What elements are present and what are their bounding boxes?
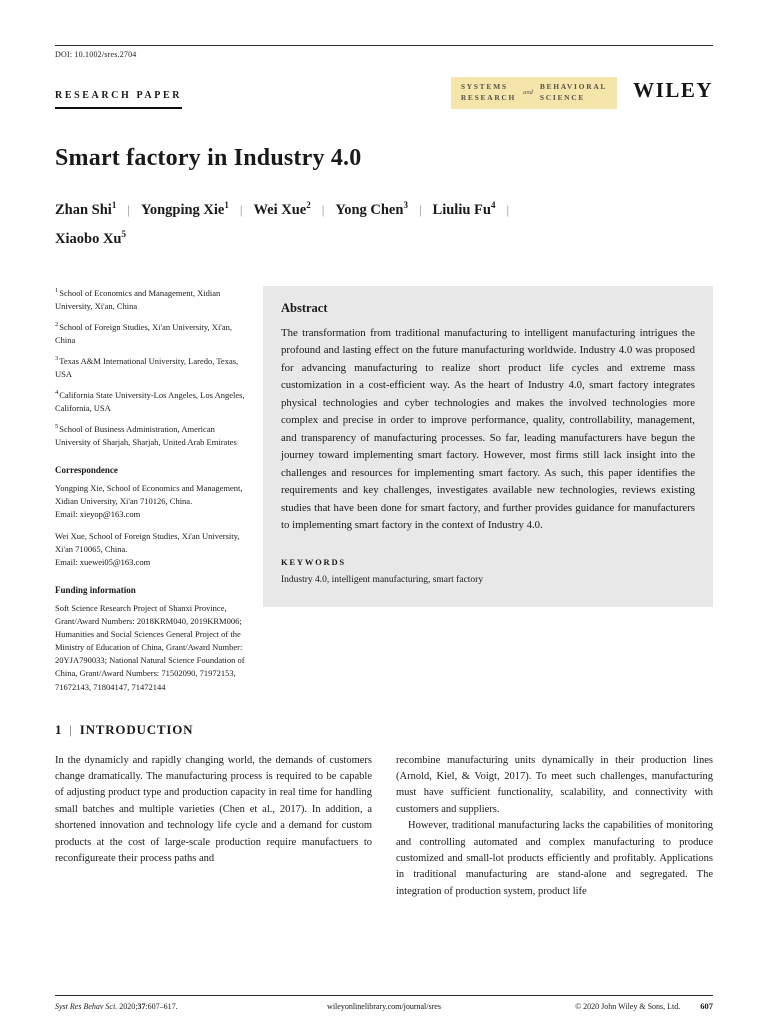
author-superscript: 3 — [403, 199, 408, 210]
intro-paragraph: recombine manufacturing units dynamically in their production lines (Arnold, Kiel, & Voigt, 2017). To meet such challenges, manufacturing must have sufficient functionality, scalability, and connectivity with customers and suppliers. — [396, 754, 713, 815]
affiliation-item: $^4$California State University-Los Angeles, Los Angeles, California, USA — [55, 389, 245, 414]
footer-right — [478, 1001, 713, 1011]
abstract-box — [263, 286, 713, 607]
footer-volume: 37 — [137, 1002, 146, 1011]
section-separator: | — [69, 721, 73, 737]
journal-logo — [451, 77, 617, 109]
author-name: Xiaobo Xu$^5$ — [55, 228, 126, 247]
body-columns — [55, 753, 713, 900]
affiliation-item: $^2$School of Foreign Studies, Xi'an University, Xi'an, China — [55, 320, 232, 345]
header-row — [55, 77, 713, 109]
paper-title: Smart factory in Industry 4.0 — [55, 144, 362, 171]
intro-column-left — [55, 753, 372, 900]
author-separator: | — [506, 201, 510, 217]
author-name: Liuliu Fu$^4$ — [432, 199, 496, 218]
footer-journal-url[interactable]: wileyonlinelibrary.com/journal/sres — [327, 1002, 441, 1011]
journal-logo-word: BEHAVIORAL — [539, 82, 608, 91]
email-link[interactable]: xuewei05@163.com — [79, 557, 151, 568]
page-number: 607 — [700, 1001, 713, 1011]
section-title: INTRODUCTION — [79, 721, 194, 737]
keywords-heading: KEYWORDS — [281, 556, 346, 567]
journal-logo-right — [540, 82, 607, 104]
section-heading — [55, 722, 713, 738]
journal-logo-word: SYSTEMS — [460, 82, 508, 91]
abstract-text: The transformation from traditional manufacturing to intelligent manufacturing intrigues the profound and lasting effect on the future manufacturing worldwide. Industry 4.0 was proposed for advancing manufacturing to realize short product life cycles and extreme mass customization in a cost-efficient way. As the heart of Industry 4.0, smart factory integrates physical technologies and cyber technologies and makes the involved technologies more complex and precise in order to improve performance, quality, controllability, management, and transparency of manufacturing processes. So far, leading manufacturers have begun the journey toward implementing smart factory. However, most firms still lack insight into the challenges and resources for implementing smart factory. As such, this paper identifies the requirements and key challenges, investigates available new technologies, reviews existing studies that have been done for smart factory, and further provides guidance for manufacturers to implementing smart factory in the context of Industry 4.0. — [281, 326, 695, 532]
author-info-column — [55, 286, 251, 694]
author-name: Zhan Shi$^1$ — [55, 199, 117, 218]
affiliation-item: $^3$Texas A&M International University, Laredo, Texas, USA — [55, 355, 239, 380]
author-superscript: 4 — [490, 199, 496, 210]
journal-logo-word: SCIENCE — [539, 92, 586, 102]
funding-text: Soft Science Research Project of Shanxi Province, Grant/Award Numbers: 2018KRM040, 2019KRM006; Humanities and Social Sciences General Project of the Ministry of Education of China, Grant/Award Number: 20YJA790033; National Natural Science Foundation of China, Grant/Award Numbers: 71502090, 71972153, 71672143, 71804147, 71472144 — [55, 602, 245, 692]
article-type-label: RESEARCH PAPER — [55, 90, 182, 109]
author-separator: | — [418, 201, 422, 217]
journal-logo-word: RESEARCH — [460, 92, 517, 102]
keywords-text: Industry 4.0, intelligent manufacturing, smart factory — [281, 574, 484, 585]
doi-text: DOI: 10.1002/sres.2704 — [55, 50, 137, 59]
journal-logo-conjunction: and — [523, 89, 533, 97]
intro-paragraph: However, traditional manufacturing lacks the capabilities of monitoring and controlling automated and complex manufacturing to produce customized and small-lot products efficiently and profitably. Applications in traditional manufacturing are stand-alone and segregated. The integration of production system, product life — [396, 820, 713, 897]
correspondence-heading: Correspondence — [55, 464, 118, 475]
introduction-section — [55, 722, 713, 900]
author-separator: | — [321, 201, 325, 217]
footer-citation: Syst Res Behav Sci. 2020;37:607–617. — [55, 1002, 178, 1011]
abstract-heading: Abstract — [281, 300, 328, 315]
page-footer — [55, 995, 713, 1011]
correspondence-entry: Wei Xue, School of Foreign Studies, Xi'an University, Xi'an 710065, China. Email: xuewei05@163.com — [55, 531, 240, 568]
author-superscript: 1 — [111, 199, 117, 210]
author-name: Yong Chen$^3$ — [335, 199, 408, 218]
footer-copyright: © 2020 John Wiley & Sons, Ltd. — [575, 1002, 681, 1011]
author-separator: | — [239, 201, 243, 217]
author-name: Wei Xue$^2$ — [253, 199, 311, 218]
correspondence-entry: Yongping Xie, School of Economics and Management, Xidian University, Xi'an 710126, China. Email: xieyop@163.com — [55, 482, 243, 519]
email-link[interactable]: xieyop@163.com — [79, 508, 141, 519]
wiley-logo: WILEY — [633, 78, 713, 103]
journal-logo-left — [461, 82, 516, 104]
intro-paragraph: In the dynamicly and rapidly changing world, the demands of customers change dramatically. The manufacturing process is required to be capable of adjusting product type and production capacity in real time for handling small batches and multiple varieties (Chen et al., 2017). In addition, a shortened innovation and technology life cycle and a demand for custom products at the cost of large-scale production require manufactuers to reconfigureate their process paths and — [55, 754, 372, 864]
author-separator: | — [127, 201, 130, 217]
affiliation-item: $^5$School of Business Administration, American University of Sharjah, Sharjah, United Arab Emirates — [55, 423, 237, 448]
section-number: 1 — [55, 721, 63, 737]
logo-group — [451, 77, 713, 109]
footer-journal-abbrev: Syst Res Behav Sci. — [55, 1002, 118, 1011]
author-superscript: 5 — [121, 228, 126, 239]
affiliation-item: $^1$School of Economics and Management, Xidian University, Xi'an, China — [55, 286, 221, 311]
author-superscript: 2 — [306, 199, 311, 210]
author-list — [55, 196, 713, 254]
funding-heading: Funding information — [55, 584, 136, 595]
info-section — [55, 286, 713, 694]
author-name: Yongping Xie$^1$ — [140, 199, 229, 218]
author-superscript: 1 — [224, 199, 229, 210]
intro-column-right — [396, 753, 713, 900]
